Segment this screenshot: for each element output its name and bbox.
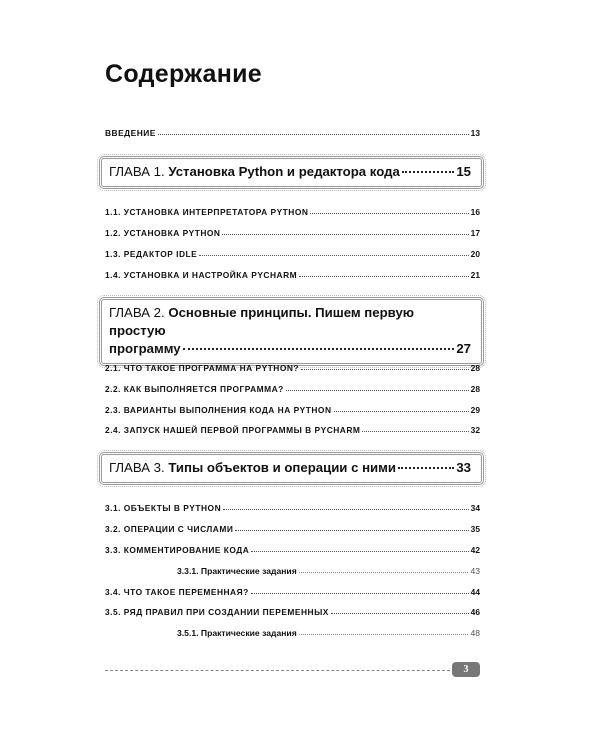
toc-entry-page: 21 <box>470 270 480 280</box>
chapter-1-heading[interactable] <box>99 156 484 189</box>
toc-entry-label: 3.5. РЯД ПРАВИЛ ПРИ СОЗДАНИИ ПЕРЕМЕННЫХ <box>105 607 329 617</box>
toc-entry[interactable] <box>105 384 480 394</box>
chapter-page: 27 <box>456 341 471 356</box>
toc-entry-label: 1.1. УСТАНОВКА ИНТЕРПРЕТАТОРА PYTHON <box>105 207 309 217</box>
dot-leader <box>286 390 469 391</box>
toc-entry-label: 1.3. РЕДАКТОР IDLE <box>105 249 198 259</box>
dot-leader <box>199 255 468 256</box>
toc-entry-page: 20 <box>470 249 480 259</box>
dot-leader <box>299 276 469 277</box>
toc-entry-page: 43 <box>470 566 480 576</box>
chapter-number: ГЛАВА 2. <box>109 305 165 320</box>
toc-entry-page: 42 <box>470 545 480 555</box>
toc-entry[interactable] <box>105 405 480 415</box>
toc-entry-page: 13 <box>470 128 480 138</box>
toc-entry-intro[interactable] <box>105 128 480 138</box>
chapter-title: Типы объектов и операции с ними <box>168 460 397 475</box>
toc-subentry[interactable] <box>177 566 480 576</box>
toc-entry[interactable] <box>105 587 480 597</box>
chapter-title-cont: программу <box>109 341 181 356</box>
toc-entry-label: 2.2. КАК ВЫПОЛНЯЕТСЯ ПРОГРАММА? <box>105 384 284 394</box>
chapter-title: Основные принципы. Пишем первую простую <box>109 305 415 338</box>
toc-entry[interactable] <box>105 363 480 373</box>
toc-subentry[interactable] <box>177 628 480 638</box>
toc-entry-label: ВВЕДЕНИЕ <box>105 128 156 138</box>
dot-leader <box>299 572 469 573</box>
page-title: Содержание <box>105 60 263 88</box>
toc-entry[interactable] <box>105 545 480 555</box>
chapter-page: 33 <box>456 460 471 475</box>
toc-entry-label: 1.2. УСТАНОВКА PYTHON <box>105 228 221 238</box>
toc-entry-label: 3.3. КОММЕНТИРОВАНИЕ КОДА <box>105 545 250 555</box>
toc-entry[interactable] <box>105 607 480 617</box>
toc-entry-page: 32 <box>470 425 480 435</box>
toc-entry-page: 44 <box>470 587 480 597</box>
dot-leader <box>251 593 469 594</box>
chapter-3-heading[interactable] <box>99 452 484 485</box>
toc-entry-page: 17 <box>470 228 480 238</box>
toc-entry-page: 28 <box>470 384 480 394</box>
toc-entry-page: 16 <box>470 207 480 217</box>
dot-leader <box>398 467 454 469</box>
footer-divider <box>105 670 450 671</box>
chapter-page: 15 <box>456 164 471 179</box>
dot-leader <box>235 530 468 531</box>
toc-entry-page: 46 <box>470 607 480 617</box>
dot-leader <box>402 171 455 173</box>
toc-entry[interactable] <box>105 270 480 280</box>
toc-entry-label: 3.4. ЧТО ТАКОЕ ПЕРЕМЕННАЯ? <box>105 587 249 597</box>
dot-leader <box>331 613 469 614</box>
toc-entry-page: 29 <box>470 405 480 415</box>
dot-leader <box>222 234 468 235</box>
toc-entry-page: 48 <box>470 628 480 638</box>
toc-entry-label: 3.3.1. Практические задания <box>177 566 297 576</box>
chapter-number: ГЛАВА 3. <box>109 460 165 475</box>
dot-leader <box>362 431 468 432</box>
dot-leader <box>310 213 468 214</box>
toc-entry-label: 3.1. ОБЪЕКТЫ В PYTHON <box>105 503 222 513</box>
dot-leader <box>334 411 469 412</box>
dot-leader <box>223 509 469 510</box>
toc-entry-label: 1.4. УСТАНОВКА И НАСТРОЙКА PYCHARM <box>105 270 298 280</box>
toc-entry[interactable] <box>105 249 480 259</box>
chapter-title: Установка Python и редактора кода <box>168 164 400 179</box>
toc-entry[interactable] <box>105 425 480 435</box>
toc-entry-label: 3.2. ОПЕРАЦИИ С ЧИСЛАМИ <box>105 524 234 534</box>
toc-entry-label: 3.5.1. Практические задания <box>177 628 297 638</box>
dot-leader <box>183 348 455 350</box>
toc-entry-label: 2.4. ЗАПУСК НАШЕЙ ПЕРВОЙ ПРОГРАММЫ В PYCHARM <box>105 425 361 435</box>
toc-entry[interactable] <box>105 503 480 513</box>
page-number-badge: 3 <box>452 662 480 677</box>
chapter-number: ГЛАВА 1. <box>109 164 165 179</box>
chapter-2-heading[interactable] <box>99 297 484 366</box>
toc-entry[interactable] <box>105 524 480 534</box>
dot-leader <box>299 634 469 635</box>
toc-entry-page: 35 <box>470 524 480 534</box>
dot-leader <box>301 369 469 370</box>
toc-entry-label: 2.1. ЧТО ТАКОЕ ПРОГРАММА НА PYTHON? <box>105 363 300 373</box>
toc-entry-label: 2.3. ВАРИАНТЫ ВЫПОЛНЕНИЯ КОДА НА PYTHON <box>105 405 332 415</box>
toc-entry-page: 28 <box>470 363 480 373</box>
dot-leader <box>251 551 468 552</box>
toc-entry[interactable] <box>105 207 480 217</box>
toc-entry-page: 34 <box>470 503 480 513</box>
toc-entry[interactable] <box>105 228 480 238</box>
dot-leader <box>158 134 469 135</box>
